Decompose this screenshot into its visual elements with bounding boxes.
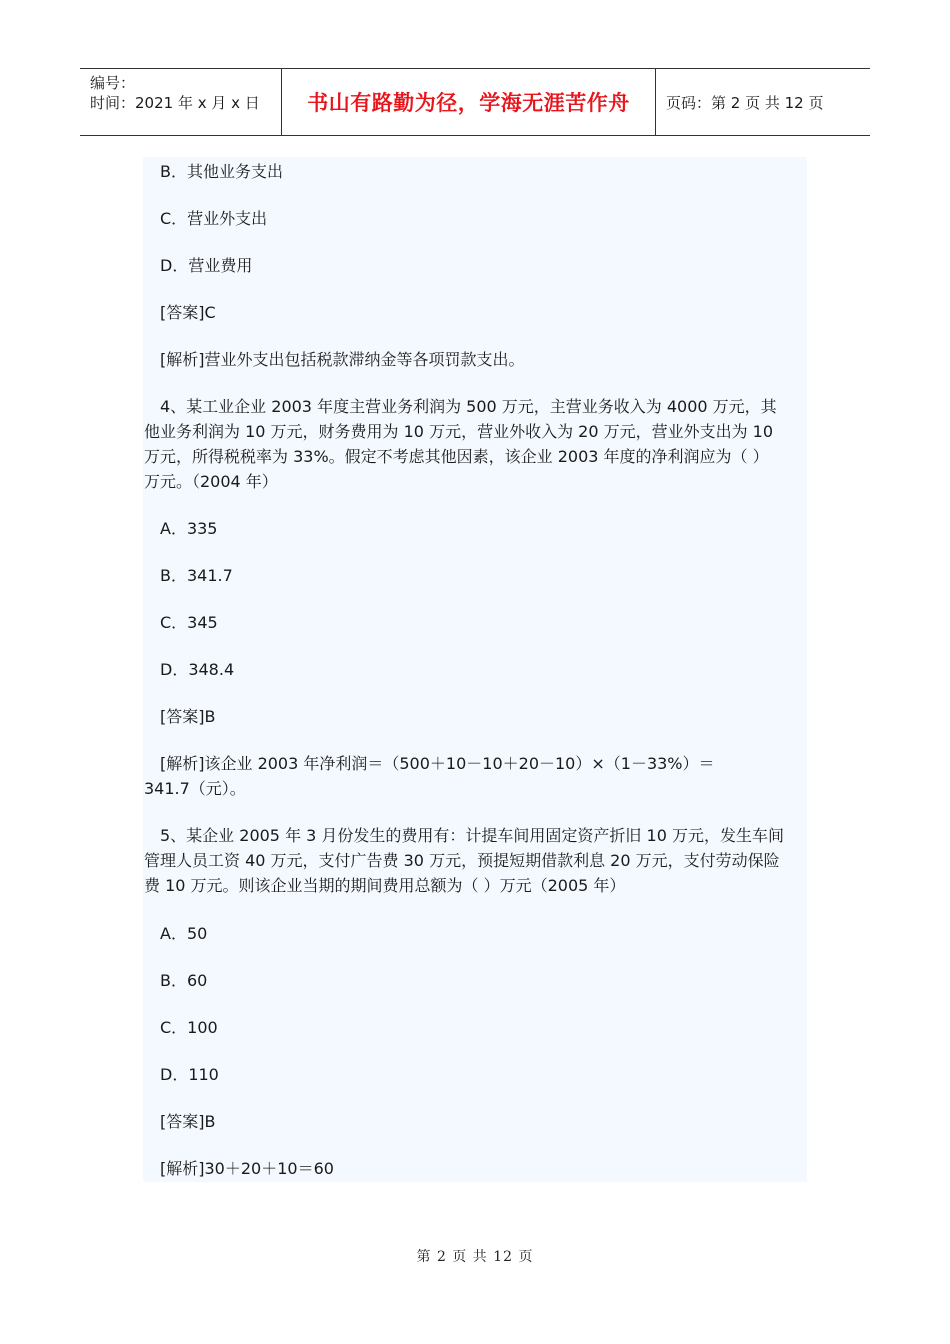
q4-question-line1: 4、某工业企业 2003 年度主营业务利润为 500 万元，主营业务收入为 4000 万元，其 [160, 397, 777, 416]
q4-analysis-line2: 341.7（元）。 [144, 779, 246, 798]
time-label: 时间：2021 年 x 月 x 日 [90, 94, 260, 112]
q5-answer: [答案]B [160, 1112, 216, 1131]
q4-option-c: C．345 [160, 613, 218, 632]
q3-answer: [答案]C [160, 303, 216, 322]
q4-question-line2: 他业务利润为 10 万元，财务费用为 10 万元，营业外收入为 20 万元，营业外支出为 10 [144, 422, 774, 441]
header-meta [80, 69, 282, 135]
q4-question-line3: 万元，所得税税率为 33%。假定不考虑其他因素，该企业 2003 年度的净利润应为（ ） [144, 447, 769, 466]
q4-analysis-line1: [解析]该企业 2003 年净利润＝（500＋10－10＋20－10）×（1－33%）＝ [160, 754, 715, 773]
number-label: 编号： [90, 74, 136, 92]
q3-option-b: B．其他业务支出 [160, 162, 283, 181]
q3-option-c: C．营业外支出 [160, 209, 268, 228]
header-page-info: 页码：第 2 页 共 12 页 [666, 93, 824, 112]
q5-option-c: C．100 [160, 1018, 218, 1037]
q4-answer: [答案]B [160, 707, 216, 726]
q5-option-b: B．60 [160, 971, 208, 990]
q5-option-d: D．110 [160, 1065, 219, 1084]
page-footer: 第 2 页 共 12 页 [416, 1249, 534, 1265]
q3-analysis: [解析]营业外支出包括税款滞纳金等各项罚款支出。 [160, 350, 525, 369]
q4-option-a: A．335 [160, 519, 218, 538]
page-header [80, 68, 870, 136]
q5-question-line2: 管理人员工资 40 万元，支付广告费 30 万元，预提短期借款利息 20 万元，支付劳动保险 [144, 851, 780, 870]
document-body [143, 157, 807, 1182]
q5-analysis: [解析]30＋20＋10＝60 [160, 1159, 334, 1178]
q5-question-line1: 5、某企业 2005 年 3 月份发生的费用有：计提车间用固定资产折旧 10 万元，发生车间 [160, 826, 784, 845]
q4-option-b: B．341.7 [160, 566, 233, 585]
q5-option-a: A．50 [160, 924, 208, 943]
q5-question-line3: 费 10 万元。则该企业当期的期间费用总额为（ ）万元（2005 年） [144, 876, 626, 895]
q3-option-d: D．营业费用 [160, 256, 253, 275]
q4-question-line4: 万元。（2004 年） [144, 472, 278, 491]
q4-option-d: D．348.4 [160, 660, 235, 679]
header-motto: 书山有路勤为径，学海无涯苦作舟 [282, 69, 656, 135]
